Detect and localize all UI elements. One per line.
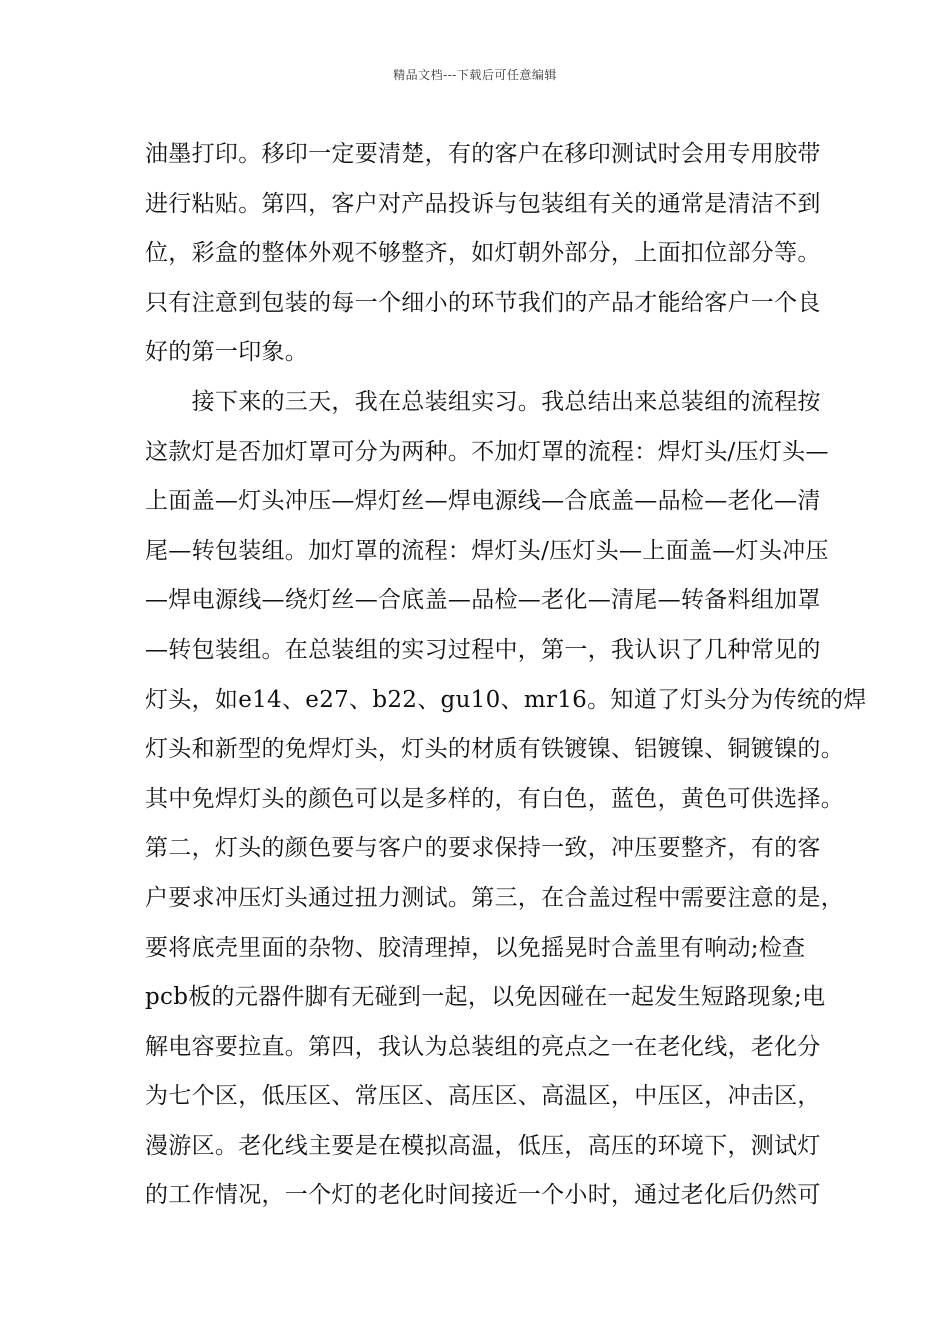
text-line: 解电容要拉直。第四，我认为总装组的亮点之一在老化线，老化分 xyxy=(145,1033,821,1060)
text-line: 位，彩盒的整体外观不够整齐，如灯朝外部分，上面扣位部分等。 xyxy=(145,240,821,267)
text-line: 为七个区，低压区、常压区、高压区、高温区，中压区，冲击区， xyxy=(145,1083,821,1110)
text-line: 户要求冲压灯头通过扭力测试。第三，在合盖过程中需要注意的是， xyxy=(145,884,844,911)
text-line: 漫游区。老化线主要是在模拟高温，低压，高压的环境下，测试灯 xyxy=(145,1132,821,1159)
text-line: 好的第一印象。 xyxy=(145,339,309,366)
text-line: 灯头和新型的免焊灯头，灯头的材质有铁镀镍、铝镀镍、铜镀镍的。 xyxy=(145,736,844,763)
text-line: 的工作情况，一个灯的老化时间接近一个小时，通过老化后仍然可 xyxy=(145,1182,821,1209)
paragraph-start-line: 接下来的三天，我在总装组实习。我总结出来总装组的流程按 xyxy=(145,388,821,415)
page-header: 精品文档---下载后可任意编辑 xyxy=(393,68,557,82)
text-line: 第二，灯头的颜色要与客户的要求保持一致，冲压要整齐，有的客 xyxy=(145,835,821,862)
text-line: 要将底壳里面的杂物、胶清理掉，以免摇晃时合盖里有响动;检查 xyxy=(145,934,806,961)
text-line: 这款灯是否加灯罩可分为两种。不加灯罩的流程：焊灯头/压灯头— xyxy=(145,438,829,465)
text-line: 油墨打印。移印一定要清楚，有的客户在移印测试时会用专用胶带 xyxy=(145,141,821,167)
text-line: —焊电源线—绕灯丝—合底盖—品检—老化—清尾—转备料组加罩 xyxy=(145,587,821,614)
document-body xyxy=(145,130,867,1221)
text-line: 尾—转包装组。加灯罩的流程：焊灯头/压灯头—上面盖—灯头冲压 xyxy=(145,537,829,564)
text-line: 上面盖—灯头冲压—焊灯丝—焊电源线—合底盖—品检—老化—清 xyxy=(145,488,821,515)
text-line: 只有注意到包装的每一个细小的环节我们的产品才能给客户一个良 xyxy=(145,289,821,316)
text-line: —转包装组。在总装组的实习过程中，第一，我认识了几种常见的 xyxy=(145,636,821,663)
text-line: 进行粘贴。第四，客户对产品投诉与包装组有关的通常是清洁不到 xyxy=(145,190,821,217)
text-line: pcb板的元器件脚有无碰到一起，以免因碰在一起发生短路现象;电 xyxy=(145,984,826,1011)
text-line: 其中免焊灯头的颜色可以是多样的，有白色，蓝色，黄色可供选择。 xyxy=(145,785,844,812)
text-line: 灯头，如e14、e27、b22、gu10、mr16。知道了灯头分为传统的焊 xyxy=(145,686,867,713)
